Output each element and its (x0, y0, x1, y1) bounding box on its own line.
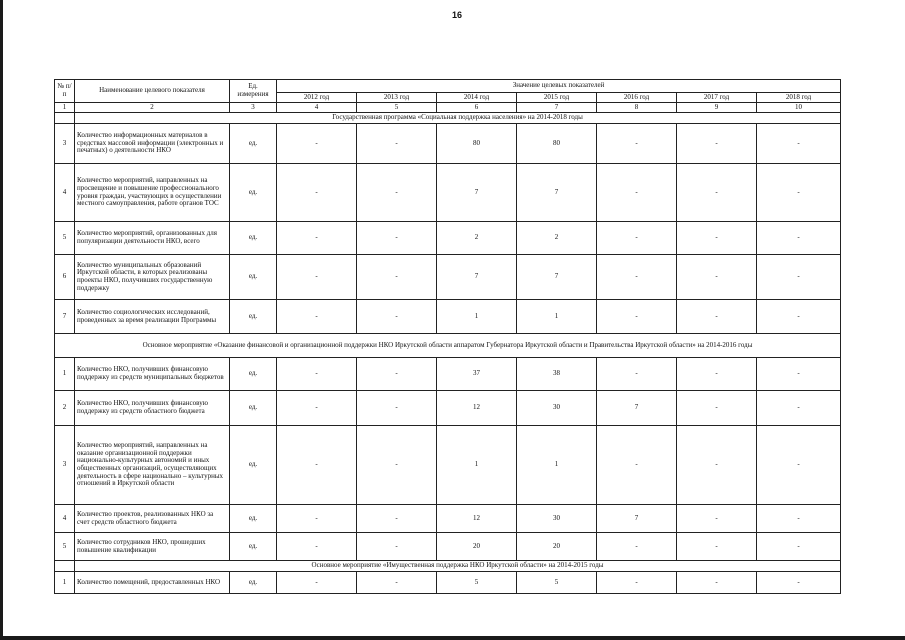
header-unit: Ед. измерения (230, 80, 277, 103)
value-cell: 7 (517, 255, 597, 300)
value-cell: - (357, 222, 437, 255)
value-cell: - (277, 255, 357, 300)
value-cell: - (277, 572, 357, 594)
column-number: 2 (75, 103, 230, 113)
unit-cell: ед. (230, 358, 277, 391)
header-year: 2012 год (277, 93, 357, 103)
value-cell: - (277, 358, 357, 391)
value-cell: - (677, 164, 757, 222)
value-cell: 7 (437, 164, 517, 222)
value-cell: - (357, 426, 437, 505)
column-numbers-row (55, 103, 841, 113)
row-num: 5 (55, 222, 75, 255)
value-cell: - (757, 391, 841, 426)
table-row (55, 164, 841, 222)
row-num: 1 (55, 572, 75, 594)
table-row (55, 358, 841, 391)
header-year: 2018 год (757, 93, 841, 103)
value-cell: - (677, 391, 757, 426)
scan-left-edge (0, 0, 3, 640)
header-year: 2016 год (597, 93, 677, 103)
value-cell: - (277, 164, 357, 222)
value-cell: - (677, 358, 757, 391)
column-number: 10 (757, 103, 841, 113)
value-cell: - (357, 255, 437, 300)
unit-cell: ед. (230, 533, 277, 561)
value-cell: - (597, 300, 677, 334)
table-row (55, 505, 841, 533)
indicator-name: Количество мероприятий, организованных для популяризации деятельности НКО, всего (75, 222, 230, 255)
value-cell: - (677, 124, 757, 164)
indicator-name: Количество мероприятий, направленных на оказание организационной поддержки национально-культурных автономий и иных общественных организаций, осуществляющих деятельность в сфере национально – культурных отношений в Иркутской области (75, 426, 230, 505)
value-cell: - (597, 222, 677, 255)
value-cell: - (597, 572, 677, 594)
value-cell: - (277, 426, 357, 505)
header-row (55, 80, 841, 93)
value-cell: 1 (517, 426, 597, 505)
row-num: 4 (55, 505, 75, 533)
indicator-name: Количество помещений, предоставленных НКО (75, 572, 230, 594)
unit-cell: ед. (230, 300, 277, 334)
value-cell: - (597, 124, 677, 164)
value-cell: 7 (517, 164, 597, 222)
value-cell: 12 (437, 391, 517, 426)
value-cell: 30 (517, 391, 597, 426)
indicator-name: Количество информационных материалов в средствах массовой информации (электронных и печатных) о деятельности НКО (75, 124, 230, 164)
header-name: Наименование целевого показателя (75, 80, 230, 103)
value-cell: - (677, 300, 757, 334)
value-cell: 5 (437, 572, 517, 594)
unit-cell: ед. (230, 164, 277, 222)
section-title-row (55, 334, 841, 358)
value-cell: 1 (517, 300, 597, 334)
column-number: 8 (597, 103, 677, 113)
value-cell: 37 (437, 358, 517, 391)
value-cell: - (277, 391, 357, 426)
value-cell: 7 (597, 391, 677, 426)
value-cell: - (277, 222, 357, 255)
page-number: 16 (451, 10, 462, 20)
value-cell: - (757, 505, 841, 533)
header-values-group: Значение целевых показателей (277, 80, 841, 93)
value-cell: - (757, 426, 841, 505)
value-cell: - (357, 391, 437, 426)
value-cell: - (757, 300, 841, 334)
value-cell: 7 (597, 505, 677, 533)
table-row (55, 391, 841, 426)
value-cell: - (757, 358, 841, 391)
value-cell: - (597, 426, 677, 505)
column-number: 4 (277, 103, 357, 113)
value-cell: 1 (437, 426, 517, 505)
header-year: 2014 год (437, 93, 517, 103)
value-cell: - (357, 300, 437, 334)
value-cell: 30 (517, 505, 597, 533)
value-cell: - (597, 358, 677, 391)
section-title-row (55, 113, 841, 124)
value-cell: - (677, 505, 757, 533)
unit-cell: ед. (230, 572, 277, 594)
section-title: Государственная программа «Социальная поддержка населения» на 2014-2018 годы (75, 113, 841, 124)
value-cell: 2 (517, 222, 597, 255)
indicator-name: Количество муниципальных образований Иркутской области, в которых реализованы проекты НКО, получивших государственную поддержку (75, 255, 230, 300)
column-number: 9 (677, 103, 757, 113)
table-row (55, 124, 841, 164)
row-num: 3 (55, 426, 75, 505)
value-cell: 20 (517, 533, 597, 561)
header-year: 2017 год (677, 93, 757, 103)
value-cell: - (757, 572, 841, 594)
value-cell: - (357, 164, 437, 222)
row-num: 5 (55, 533, 75, 561)
value-cell: - (277, 505, 357, 533)
table-row (55, 426, 841, 505)
indicator-name: Количество мероприятий, направленных на просвещение и повышение профессионального уровня граждан, участвующих в осуществлении местного самоуправления, работе органов ТОС (75, 164, 230, 222)
indicator-name: Количество сотрудников НКО, прошедших повышение квалификации (75, 533, 230, 561)
row-num: 4 (55, 164, 75, 222)
value-cell: - (597, 164, 677, 222)
row-num: 2 (55, 391, 75, 426)
indicator-name: Количество НКО, получивших финансовую поддержку из средств муниципальных бюджетов (75, 358, 230, 391)
value-cell: - (757, 164, 841, 222)
value-cell: - (677, 222, 757, 255)
value-cell: 1 (437, 300, 517, 334)
value-cell: - (597, 533, 677, 561)
value-cell: 7 (437, 255, 517, 300)
indicator-name: Количество социологических исследований, проведенных за время реализации Программы (75, 300, 230, 334)
value-cell: - (757, 255, 841, 300)
unit-cell: ед. (230, 255, 277, 300)
value-cell: 2 (437, 222, 517, 255)
unit-cell: ед. (230, 505, 277, 533)
column-number: 5 (357, 103, 437, 113)
value-cell: - (357, 124, 437, 164)
header-year: 2015 год (517, 93, 597, 103)
value-cell: - (677, 533, 757, 561)
value-cell: - (597, 255, 677, 300)
indicator-name: Количество НКО, получивших финансовую поддержку из средств областного бюджета (75, 391, 230, 426)
indicators-table (54, 79, 841, 594)
unit-cell: ед. (230, 391, 277, 426)
value-cell: 12 (437, 505, 517, 533)
value-cell: - (277, 124, 357, 164)
value-cell: - (277, 533, 357, 561)
column-number: 3 (230, 103, 277, 113)
value-cell: - (757, 533, 841, 561)
value-cell: - (757, 222, 841, 255)
value-cell: 38 (517, 358, 597, 391)
value-cell: 80 (437, 124, 517, 164)
section-title: Основное мероприятие «Имущественная поддержка НКО Иркутской области» на 2014-2015 годы (75, 561, 841, 572)
table-row (55, 572, 841, 594)
row-num: 6 (55, 255, 75, 300)
value-cell: - (677, 426, 757, 505)
unit-cell: ед. (230, 426, 277, 505)
value-cell: - (357, 505, 437, 533)
value-cell: - (357, 572, 437, 594)
table-row (55, 255, 841, 300)
section-title: Основное мероприятие «Оказание финансовой и организационной поддержки НКО Иркутской области аппаратом Губернатора Иркутской области и Правительства Иркутской области» на 2014-2016 годы (55, 334, 841, 358)
unit-cell: ед. (230, 222, 277, 255)
value-cell: 80 (517, 124, 597, 164)
section-title-row (55, 561, 841, 572)
column-number: 7 (517, 103, 597, 113)
header-year: 2013 год (357, 93, 437, 103)
value-cell: - (357, 533, 437, 561)
unit-cell: ед. (230, 124, 277, 164)
value-cell: 5 (517, 572, 597, 594)
value-cell: - (277, 300, 357, 334)
header-num: № п/п (55, 80, 75, 103)
indicator-name: Количество проектов, реализованных НКО за счет средств областного бюджета (75, 505, 230, 533)
scan-bottom-edge (0, 636, 905, 640)
value-cell: - (757, 124, 841, 164)
value-cell: - (677, 572, 757, 594)
value-cell: - (357, 358, 437, 391)
table-row (55, 222, 841, 255)
column-number: 6 (437, 103, 517, 113)
value-cell: - (677, 255, 757, 300)
table-row (55, 533, 841, 561)
column-number: 1 (55, 103, 75, 113)
row-num: 1 (55, 358, 75, 391)
row-num: 3 (55, 124, 75, 164)
value-cell: 20 (437, 533, 517, 561)
table-row (55, 300, 841, 334)
row-num: 7 (55, 300, 75, 334)
